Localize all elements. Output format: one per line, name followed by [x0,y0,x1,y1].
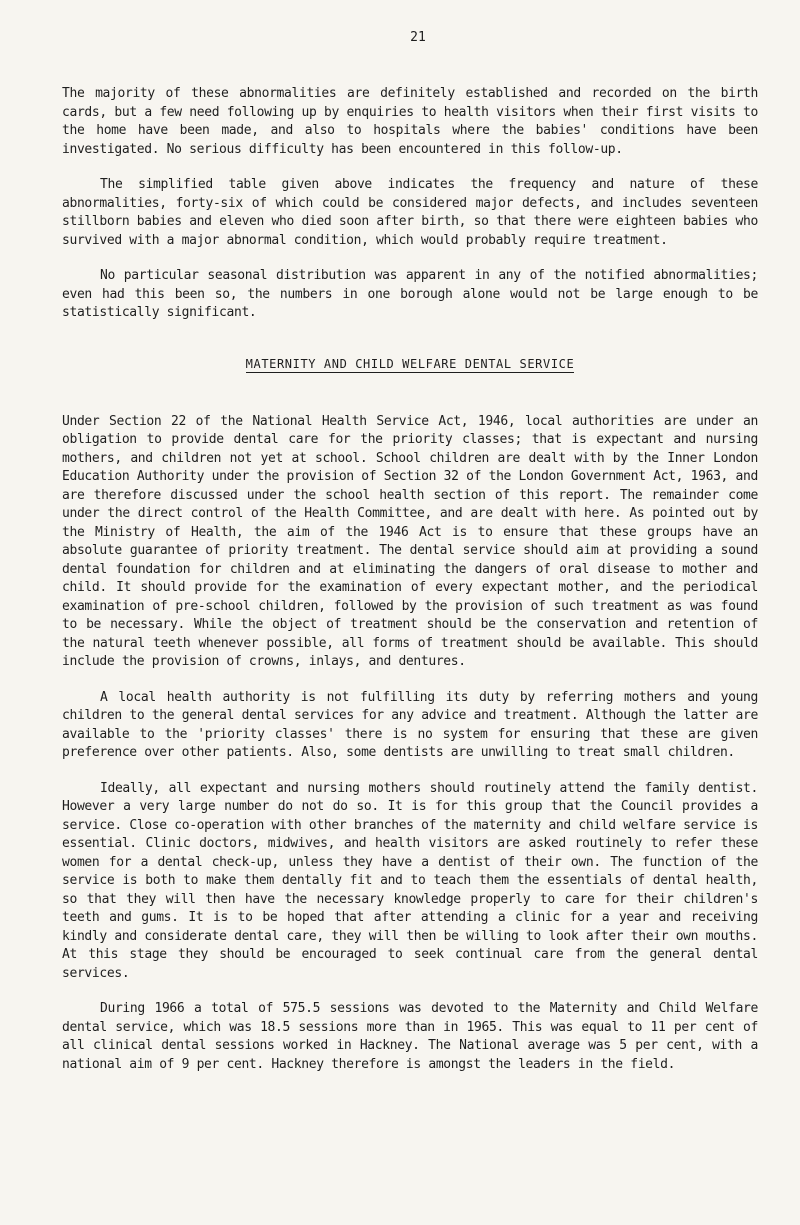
paragraph-general-dental-services: A local health authority is not fulfilling its duty by referring mothers and young children to the general dental services for any advice and treatment. Although the latter are available to the 'priority classes' there is no system for ensuring that these are given preference over other patients. Also, some dentists are unwilling to treat small children. [62,689,758,760]
paragraph-dental-obligation: Under Section 22 of the National Health Service Act, 1946, local authorities are under an obligation to provide dental care for the priority classes; that is expectant and nursing mothers, and children not yet at school. School children are dealt with by the Inner London Education Authority under the provision of Section 32 of the London Government Act, 1963, and are therefore discussed under the school health section of this report. The remainder come under the direct control of the Health Committee, and are dealt with here. As pointed out by the Ministry of Health, the aim of the 1946 Act is to ensure that these groups have an absolute guarantee of priority treatment. The dental service should aim at providing a sound dental foundation for children and at eliminating the dangers of oral disease to mother and child. It should provide for the examination of every expectant mother, and the periodical examination of pre-school children, followed by the provision of such treatment as was found to be necessary. While the object of treatment should be the conservation and retention of the natural teeth whenever possible, all forms of treatment should be available. This should include the provision of crowns, inlays, and dentures. [62,413,758,669]
paragraph-abnormalities-follow-up: The majority of these abnormalities are definitely established and recorded on the birth cards, but a few need following up by enquiries to health visitors when their first visits to the home have been made, and also to hospitals where the babies' conditions have been investigated. No serious difficulty has been encountered in this follow-up. [62,86,758,157]
paragraph-expectant-mothers: Ideally, all expectant and nursing mothers should routinely attend the family dentist. However a very large number do not do so. It is for this group that the Council provides a service. Close co-operation with other branches of the maternity and child welfare service is essential. Clinic doctors, midwives, and health visitors are asked routinely to refer these women for a dental check-up, unless they have a dentist of their own. The function of the service is both to make them dentally fit and to teach them the essentials of dental health, so that they will then have the necessary knowledge properly to care for their children's teeth and gums. It is to be hoped that after attending a clinic for a year and receiving kindly and considerate dental care, they will then be willing to look after their own mouths. At this stage they should be encouraged to seek continual care from the general dental services. [62,780,758,981]
paragraph-sessions-1966: During 1966 a total of 575.5 sessions was devoted to the Maternity and Child Welfare dental service, which was 18.5 sessions more than in 1965. This was equal to 11 per cent of all clinical dental sessions worked in Hackney. The National average was 5 per cent, with a national aim of 9 per cent. Hackney therefore is amongst the leaders in the field. [62,1001,758,1072]
paragraph-seasonal-distribution: No particular seasonal distribution was apparent in any of the notified abnormalities; even had this been so, the numbers in one borough alone would not be large enough to be statistically significant. [62,268,758,320]
paragraph-abnormalities-frequency: The simplified table given above indicates the frequency and nature of these abnormalities, forty-six of which could be considered major defects, and includes seventeen stillborn babies and eleven who died soon after birth, so that there were eighteen babies who survived with a major abnormal condition, which would probably require treatment. [62,177,758,248]
section-heading-text: MATERNITY AND CHILD WELFARE DENTAL SERVICE [245,356,575,371]
page-number: 21 [410,30,426,45]
section-heading [62,357,758,371]
